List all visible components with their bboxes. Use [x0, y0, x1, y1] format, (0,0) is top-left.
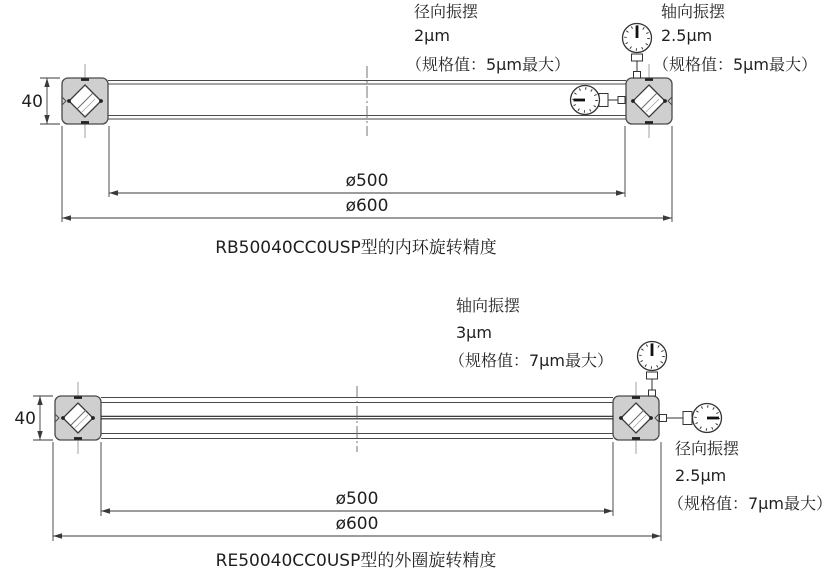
dimension-width: [40, 78, 60, 124]
width-dimension-label: 40: [21, 92, 43, 112]
outer-dimension-label: ø600: [335, 514, 379, 534]
radial-runout-spec: （规格值：7µm最大）: [668, 494, 832, 513]
radial-runout-spec: （规格值：5µm最大）: [406, 55, 570, 74]
axial-runout-title: 轴向振摆: [661, 2, 726, 21]
axial-runout-value: 2.5µm: [661, 26, 713, 45]
axial-dial-gauge-icon: [623, 24, 652, 79]
axial-runout-title: 轴向振摆: [456, 296, 521, 315]
radial-runout-value: 2µm: [414, 26, 450, 45]
bearing-cross-section-right: [613, 396, 659, 440]
radial-runout-title: 径向振摆: [414, 2, 479, 21]
bearing-cross-section-right: [626, 78, 672, 124]
top-diagram-caption: RB50040CC0USP型的内环旋转精度: [215, 238, 497, 258]
axial-runout-value: 3µm: [456, 323, 492, 342]
dimension-width: [33, 396, 53, 440]
bore-dimension-label: ø500: [345, 171, 389, 191]
axial-dial-gauge-icon: [638, 342, 667, 397]
bearing-bottom-diagram: [14, 296, 832, 571]
radial-runout-title: 径向振摆: [675, 439, 740, 458]
outer-dimension-label: ø600: [345, 196, 389, 216]
axial-runout-spec: （规格值：5µm最大）: [653, 55, 817, 74]
bottom-diagram-caption: RE50040CC0USP型的外圈旋转精度: [215, 551, 497, 571]
radial-runout-value: 2.5µm: [675, 466, 727, 485]
bore-dimension-label: ø500: [335, 489, 379, 509]
radial-dial-gauge-icon: [660, 404, 722, 433]
width-dimension-label: 40: [14, 409, 36, 429]
bearing-cross-section-left: [62, 78, 108, 124]
radial-dial-gauge-icon: [571, 86, 626, 115]
axial-runout-spec: （规格值：7µm最大）: [449, 351, 613, 370]
bearing-cross-section-left: [55, 396, 101, 440]
bearing-top-diagram: [21, 2, 817, 258]
